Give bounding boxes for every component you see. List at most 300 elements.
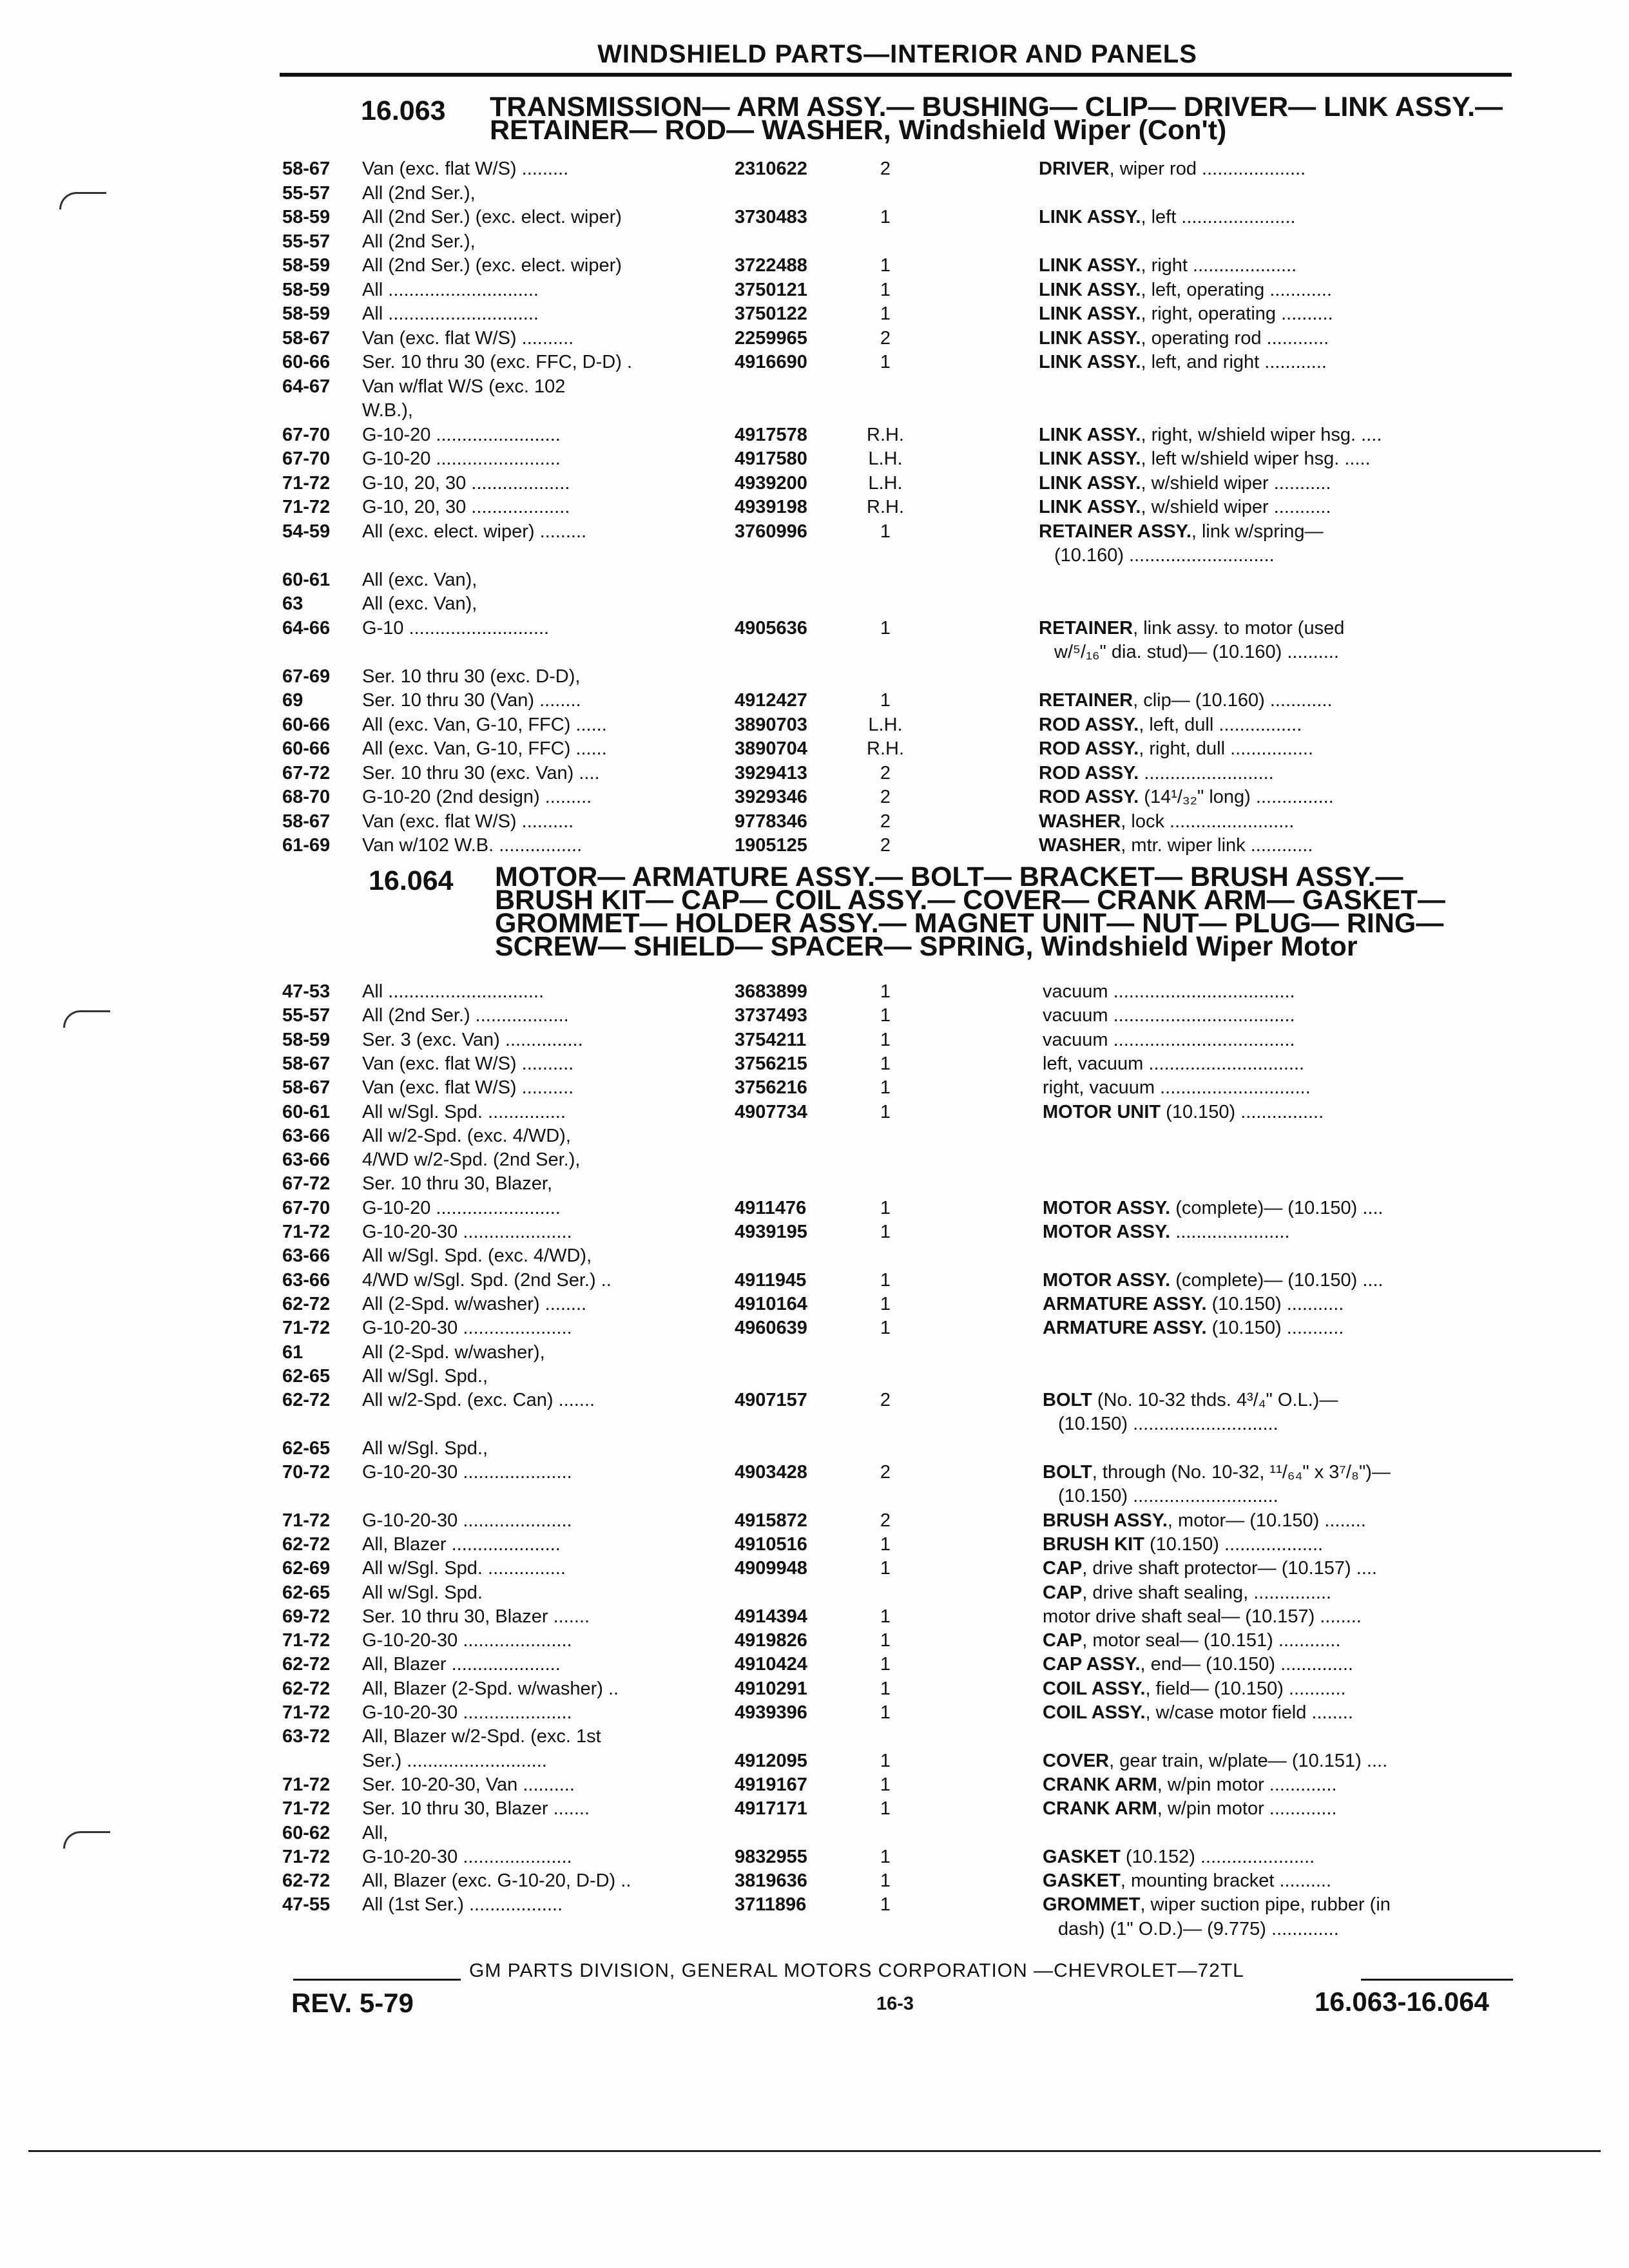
part-row — [0, 471, 1629, 495]
quantity: 1 — [880, 1894, 891, 1916]
part-row — [0, 543, 1629, 568]
footer-rule — [1361, 1979, 1513, 1981]
model-years: 63-66 — [282, 1245, 331, 1267]
part-name: ARMATURE ASSY. — [1043, 1293, 1207, 1314]
part-row — [0, 833, 1629, 858]
model-years: 64-67 — [282, 376, 331, 397]
application: All (exc. Van), — [362, 593, 477, 614]
application: G-10-20-30 ..................... — [362, 1510, 572, 1531]
part-detail: vacuum ................................... — [1043, 981, 1295, 1002]
application: All w/Sgl. Spd. ............... — [362, 1101, 566, 1122]
part-description — [1043, 1796, 1509, 1821]
application: All (exc. elect. wiper) ......... — [362, 521, 587, 542]
part-description — [1043, 1749, 1509, 1773]
quantity: R.H. — [867, 738, 904, 759]
part-number: 4910424 — [735, 1654, 807, 1675]
part-description — [1043, 1508, 1509, 1533]
quantity: 2 — [880, 1510, 891, 1531]
part-description — [1039, 326, 1509, 351]
part-number: 4916690 — [735, 352, 807, 372]
part-name: MOTOR ASSY. — [1043, 1269, 1171, 1291]
part-detail: , w/shield wiper ........... — [1141, 472, 1331, 494]
application: Ser. 10 thru 30 (exc. FFC, D-D) . — [362, 352, 632, 372]
quantity: L.H. — [868, 714, 903, 735]
part-name: LINK ASSY. — [1039, 303, 1141, 324]
part-name: BOLT — [1043, 1390, 1092, 1411]
page-header-title: WINDSHIELD PARTS—INTERIOR AND PANELS — [597, 40, 1197, 68]
part-description — [1043, 1892, 1509, 1917]
application: Ser. 3 (exc. Van) ............... — [362, 1029, 583, 1050]
model-years: 67-72 — [282, 762, 331, 783]
application: All (2nd Ser.) (exc. elect. wiper) — [362, 207, 622, 227]
model-years: 71-72 — [282, 1774, 331, 1795]
part-description — [1039, 761, 1509, 785]
part-name: DRIVER — [1039, 159, 1110, 179]
part-row — [0, 809, 1629, 834]
part-name: BOLT — [1043, 1462, 1092, 1483]
part-detail: , wiper suction pipe, rubber (in — [1140, 1894, 1391, 1916]
part-number: 3722488 — [735, 255, 807, 276]
part-name: LINK ASSY. — [1039, 424, 1141, 445]
part-description — [1043, 1075, 1509, 1100]
model-years: 60-61 — [282, 1101, 331, 1122]
part-detail: , motor seal— (10.151) ............ — [1082, 1630, 1341, 1651]
model-years: 61 — [282, 1341, 304, 1363]
part-detail: (10.152) ...................... — [1120, 1846, 1315, 1867]
part-name: GASKET — [1043, 1846, 1121, 1867]
model-years: 69-72 — [282, 1606, 331, 1627]
part-row — [0, 302, 1629, 326]
application: All w/Sgl. Spd. — [362, 1582, 483, 1603]
part-number: 4939195 — [735, 1222, 807, 1242]
part-row — [0, 736, 1629, 761]
quantity: 1 — [880, 1005, 891, 1026]
model-years: 58-67 — [282, 1053, 331, 1074]
part-name: LINK ASSY. — [1039, 279, 1141, 300]
quantity: 1 — [880, 1774, 891, 1795]
part-number: 3929413 — [735, 762, 807, 783]
application: 4/WD w/2-Spd. (2nd Ser.), — [362, 1149, 581, 1171]
model-years: 67-70 — [282, 1197, 331, 1218]
application: All, Blazer w/2-Spd. (exc. 1st — [362, 1726, 601, 1747]
quantity: 1 — [880, 1750, 891, 1771]
application: Ser. 10 thru 30 (exc. D-D), — [362, 666, 581, 687]
part-row — [0, 519, 1629, 544]
part-number: 3750121 — [735, 279, 807, 300]
model-years: 58-59 — [282, 1029, 331, 1050]
application: G-10 ........................... — [362, 617, 550, 639]
punch-hole-mark — [63, 1010, 110, 1028]
quantity: 2 — [880, 787, 891, 807]
part-row — [0, 1364, 1629, 1389]
part-description — [1043, 979, 1509, 1004]
part-row — [0, 278, 1629, 302]
part-detail: , w/shield wiper ........... — [1141, 497, 1331, 517]
quantity: 1 — [880, 1870, 891, 1892]
model-years: 61-69 — [282, 835, 331, 856]
application: All w/Sgl. Spd. (exc. 4/WD), — [362, 1245, 592, 1267]
part-name: LINK ASSY. — [1039, 472, 1141, 494]
part-number: 4910164 — [735, 1293, 807, 1314]
part-description — [1043, 1388, 1509, 1412]
part-detail: , mounting bracket .......... — [1120, 1870, 1332, 1892]
quantity: 1 — [880, 1654, 891, 1675]
part-name: MOTOR ASSY. — [1043, 1197, 1171, 1218]
quantity: 2 — [880, 159, 891, 179]
part-detail: ...................... — [1170, 1222, 1290, 1242]
model-years: 47-53 — [282, 981, 331, 1002]
part-number: 4919826 — [735, 1630, 807, 1651]
part-description — [1039, 350, 1509, 374]
part-number: 4907734 — [735, 1101, 807, 1122]
part-description — [1039, 616, 1509, 640]
application: All (2-Spd. w/washer), — [362, 1341, 545, 1363]
application: All .............................. — [362, 981, 544, 1002]
part-name: COIL ASSY. — [1043, 1678, 1146, 1699]
application: Ser. 10 thru 30 (Van) ........ — [362, 690, 581, 711]
part-name: BRUSH KIT — [1043, 1533, 1144, 1555]
page-number: 16-3 — [876, 1994, 914, 2014]
application: All (exc. Van, G-10, FFC) ...... — [362, 714, 607, 735]
part-row — [0, 1412, 1629, 1436]
part-detail: (complete)— (10.150) .... — [1170, 1197, 1383, 1218]
part-row — [0, 1821, 1629, 1845]
application: Van (exc. flat W/S) .......... — [362, 327, 574, 349]
part-number: 3683899 — [735, 981, 807, 1002]
model-years: 67-72 — [282, 1173, 331, 1195]
quantity: 1 — [880, 1197, 891, 1218]
quantity: 1 — [880, 303, 891, 324]
part-number: 9832955 — [735, 1846, 807, 1867]
revision-label: REV. 5-79 — [291, 1988, 414, 2018]
part-detail: left, vacuum .............................. — [1043, 1053, 1305, 1074]
application: G-10-20 ........................ — [362, 424, 561, 445]
part-number: 4911476 — [735, 1197, 807, 1218]
part-row — [0, 761, 1629, 785]
part-number: 4911945 — [735, 1269, 807, 1291]
application: G-10-20 ........................ — [362, 1197, 561, 1218]
part-number: 4917578 — [735, 424, 807, 445]
part-detail: , motor— (10.150) ........ — [1167, 1510, 1366, 1531]
quantity: 2 — [880, 327, 891, 349]
model-years: 71-72 — [282, 1510, 331, 1531]
application: Van (exc. flat W/S) .......... — [362, 1077, 574, 1099]
part-detail: , lock ........................ — [1121, 811, 1295, 832]
part-description — [1039, 157, 1509, 181]
part-name: LINK ASSY. — [1039, 497, 1141, 517]
part-row — [0, 229, 1629, 254]
model-years: 58-59 — [282, 207, 331, 227]
part-description — [1039, 447, 1509, 471]
quantity: 1 — [880, 521, 891, 542]
quantity: L.H. — [868, 448, 903, 469]
part-number: 3711896 — [735, 1894, 807, 1916]
part-description — [1039, 736, 1509, 761]
model-years: 62-72 — [282, 1654, 331, 1675]
part-row — [0, 1724, 1629, 1749]
part-number: 1905125 — [735, 835, 807, 856]
part-description — [1043, 1100, 1509, 1124]
part-row — [0, 1075, 1629, 1100]
part-row — [0, 664, 1629, 689]
part-row — [0, 1244, 1629, 1268]
application: Van (exc. flat W/S) ......... — [362, 159, 569, 179]
part-description — [1058, 1412, 1525, 1436]
part-row — [0, 1196, 1629, 1220]
quantity: 1 — [880, 1606, 891, 1627]
part-description — [1043, 1532, 1509, 1557]
part-number: 4905636 — [735, 617, 807, 639]
part-number: 4919167 — [735, 1774, 807, 1795]
part-description — [1043, 1028, 1509, 1052]
application: All (2nd Ser.), — [362, 182, 476, 204]
part-row — [0, 1532, 1629, 1557]
part-row — [0, 1268, 1629, 1293]
application: All, — [362, 1822, 389, 1843]
part-name: LINK ASSY. — [1039, 327, 1141, 349]
application: All, Blazer (2-Spd. w/washer) .. — [362, 1678, 619, 1699]
quantity: 1 — [880, 279, 891, 300]
quantity: 1 — [880, 1101, 891, 1122]
part-detail: , mtr. wiper link ............ — [1121, 835, 1313, 856]
part-row — [0, 1796, 1629, 1821]
model-years: 63-66 — [282, 1149, 331, 1171]
application: Van (exc. flat W/S) .......... — [362, 811, 574, 832]
part-number: 4939198 — [735, 497, 807, 517]
part-description — [1043, 1003, 1509, 1028]
quantity: 1 — [880, 1630, 891, 1651]
part-row — [0, 1652, 1629, 1677]
part-description — [1043, 1628, 1509, 1653]
quantity: 2 — [880, 835, 891, 856]
part-name: ARMATURE ASSY. — [1043, 1318, 1207, 1339]
part-description — [1039, 785, 1509, 809]
part-name: ROD ASSY. — [1039, 738, 1139, 759]
application: All (2nd Ser.), — [362, 231, 476, 252]
part-row — [0, 1028, 1629, 1052]
part-detail: , right, dull ................ — [1139, 738, 1314, 759]
part-number: 3756215 — [735, 1053, 807, 1074]
quantity: R.H. — [867, 497, 904, 517]
model-years: 62-65 — [282, 1582, 331, 1603]
quantity: 1 — [880, 617, 891, 639]
application: G-10-20-30 ..................... — [362, 1462, 572, 1483]
part-number: 4912095 — [735, 1750, 807, 1771]
application: All (2nd Ser.) (exc. elect. wiper) — [362, 255, 622, 276]
quantity: 2 — [880, 1462, 891, 1483]
application: 4/WD w/Sgl. Spd. (2nd Ser.) .. — [362, 1269, 612, 1291]
part-detail: (10.150) ........... — [1206, 1318, 1344, 1339]
quantity: 1 — [880, 1077, 891, 1099]
application: Ser. 10 thru 30, Blazer, — [362, 1173, 553, 1195]
part-detail: , left, and right ............ — [1141, 352, 1327, 372]
part-name: WASHER — [1039, 835, 1121, 856]
part-row — [0, 1700, 1629, 1725]
model-years: 62-72 — [282, 1870, 331, 1892]
quantity: 1 — [880, 1533, 891, 1555]
model-years: 58-59 — [282, 279, 331, 300]
part-number: 4939396 — [735, 1702, 807, 1723]
application: Ser.) ........................... — [362, 1750, 547, 1771]
part-description — [1043, 1677, 1509, 1701]
part-row — [0, 713, 1629, 737]
part-detail: (10.150) ............................ — [1058, 1486, 1278, 1507]
part-number: 4909948 — [735, 1558, 807, 1579]
part-row — [0, 1436, 1629, 1461]
part-detail: dash) (1" O.D.)— (9.775) ............. — [1058, 1918, 1339, 1939]
part-detail: , w/case motor field ........ — [1145, 1702, 1353, 1723]
part-name: LINK ASSY. — [1039, 207, 1141, 227]
model-years: 62-69 — [282, 1558, 331, 1579]
part-detail: (No. 10-32 thds. 4³/₄" O.L.)— — [1092, 1390, 1338, 1411]
part-row — [0, 1100, 1629, 1124]
quantity: 1 — [880, 255, 891, 276]
part-row — [0, 326, 1629, 351]
part-detail: ......................... — [1139, 762, 1274, 783]
model-years: 71-72 — [282, 1318, 331, 1339]
part-number: 4917580 — [735, 448, 807, 469]
application: All (exc. Van), — [362, 569, 477, 590]
model-years: 60-62 — [282, 1822, 331, 1843]
part-description — [1043, 1700, 1509, 1725]
quantity: L.H. — [868, 472, 903, 494]
part-description — [1058, 1917, 1525, 1941]
part-row — [0, 1460, 1629, 1485]
part-number: 4903428 — [735, 1462, 807, 1483]
footer-publisher: GM PARTS DIVISION, GENERAL MOTORS CORPORATION —CHEVROLET—72TL — [469, 1960, 1244, 1981]
quantity: 1 — [880, 352, 891, 372]
part-description — [1043, 1845, 1509, 1869]
part-description — [1039, 471, 1509, 495]
model-years: 71-72 — [282, 497, 331, 517]
part-row — [0, 423, 1629, 447]
model-years: 60-66 — [282, 714, 331, 735]
part-number: 3754211 — [735, 1029, 807, 1050]
part-number: 3890704 — [735, 738, 807, 759]
part-name: RETAINER ASSY. — [1039, 521, 1191, 542]
part-name: LINK ASSY. — [1039, 255, 1141, 276]
model-years: 67-70 — [282, 448, 331, 469]
part-detail: , left w/shield wiper hsg. ..... — [1141, 448, 1371, 469]
part-description — [1039, 253, 1509, 278]
model-years: 71-72 — [282, 1846, 331, 1867]
part-name: ROD ASSY. — [1039, 762, 1139, 783]
model-years: 67-70 — [282, 424, 331, 445]
part-row — [0, 1124, 1629, 1148]
model-years: 63-66 — [282, 1269, 331, 1291]
part-number: 4907157 — [735, 1390, 807, 1411]
part-row — [0, 350, 1629, 374]
model-years: 58-67 — [282, 811, 331, 832]
part-detail: (complete)— (10.150) .... — [1170, 1269, 1383, 1291]
model-years: 71-72 — [282, 1630, 331, 1651]
part-detail: , through (No. 10-32, ¹¹/₆₄" x 3⁷/₈")— — [1092, 1462, 1391, 1483]
part-name: MOTOR ASSY. — [1043, 1222, 1171, 1242]
part-detail: , right .................... — [1141, 255, 1297, 276]
application: All (exc. Van, G-10, FFC) ...... — [362, 738, 607, 759]
part-name: RETAINER — [1039, 690, 1133, 711]
quantity: 1 — [880, 1029, 891, 1050]
application: Ser. 10 thru 30 (exc. Van) .... — [362, 762, 600, 783]
model-years: 58-59 — [282, 303, 331, 324]
part-row — [0, 640, 1629, 664]
punch-hole-mark — [59, 192, 106, 209]
part-description — [1043, 1581, 1509, 1605]
part-description — [1043, 1292, 1509, 1316]
part-name: CAP — [1043, 1558, 1083, 1579]
model-years: 69 — [282, 690, 304, 711]
part-name: CAP ASSY. — [1043, 1654, 1141, 1675]
model-years: 58-59 — [282, 255, 331, 276]
part-row — [0, 1340, 1629, 1365]
part-description — [1043, 1869, 1509, 1893]
part-name: MOTOR UNIT — [1043, 1101, 1161, 1122]
quantity: R.H. — [867, 424, 904, 445]
model-years: 60-61 — [282, 569, 331, 590]
part-detail: , left, dull ................ — [1139, 714, 1302, 735]
application: All (2-Spd. w/washer) ........ — [362, 1293, 587, 1314]
application: Ser. 10 thru 30, Blazer ....... — [362, 1606, 590, 1627]
application: G-10-20-30 ..................... — [362, 1318, 572, 1339]
scan-edge-rule — [28, 2150, 1601, 2152]
quantity: 1 — [880, 1678, 891, 1699]
application: All w/Sgl. Spd., — [362, 1365, 488, 1387]
part-row — [0, 1892, 1629, 1917]
part-description — [1043, 1052, 1509, 1076]
part-number: 4912427 — [735, 690, 807, 711]
part-detail: , left, operating ............ — [1141, 279, 1333, 300]
part-name: LINK ASSY. — [1039, 352, 1141, 372]
model-years: 58-67 — [282, 327, 331, 349]
header-rule — [280, 73, 1512, 77]
part-row — [0, 1604, 1629, 1629]
part-number: 3756216 — [735, 1077, 807, 1099]
application: G-10-20-30 ..................... — [362, 1846, 572, 1867]
part-description — [1043, 1652, 1509, 1677]
part-detail: , w/pin motor ............. — [1157, 1774, 1337, 1795]
part-description — [1039, 519, 1509, 544]
model-years: 62-65 — [282, 1365, 331, 1387]
part-row — [0, 1508, 1629, 1533]
application: Van (exc. flat W/S) .......... — [362, 1053, 574, 1074]
application: All (2nd Ser.) .................. — [362, 1005, 569, 1026]
part-number: 3730483 — [735, 207, 807, 227]
part-detail: (10.160) ............................ — [1054, 545, 1275, 566]
part-name: COVER — [1043, 1750, 1110, 1771]
part-row — [0, 1052, 1629, 1076]
model-years: 55-57 — [282, 231, 331, 252]
part-description — [1043, 1196, 1509, 1220]
part-detail: motor drive shaft seal— (10.157) ........ — [1043, 1606, 1362, 1627]
part-row — [0, 1677, 1629, 1701]
part-number: 4917171 — [735, 1798, 807, 1820]
part-row — [0, 1388, 1629, 1412]
quantity: 1 — [880, 1798, 891, 1820]
application: Van w/102 W.B. ................ — [362, 835, 583, 856]
section-number: 16.063 — [361, 95, 446, 126]
part-number: 2259965 — [735, 327, 807, 349]
footer-rule — [293, 1979, 461, 1981]
part-row — [0, 1148, 1629, 1172]
part-row — [0, 1292, 1629, 1316]
section-title: MOTOR— ARMATURE ASSY.— BOLT— BRACKET— BRUSH ASSY.— BRUSH KIT— CAP— COIL ASSY.— COVER— CRANK ARM— GASKET— GROMMET— HOLDER ASSY.— MAGNET UNIT— NUT— PLUG— RING— SCREW— SHIELD— SPACER— SPRING, Windshield Wiper Motor — [495, 861, 1445, 962]
application: G-10-20 ........................ — [362, 448, 561, 469]
part-name: BRUSH ASSY. — [1043, 1510, 1168, 1531]
application: All (1st Ser.) .................. — [362, 1894, 563, 1916]
application: G-10-20-30 ..................... — [362, 1702, 572, 1723]
application: W.B.), — [362, 400, 413, 421]
part-row — [0, 1773, 1629, 1797]
